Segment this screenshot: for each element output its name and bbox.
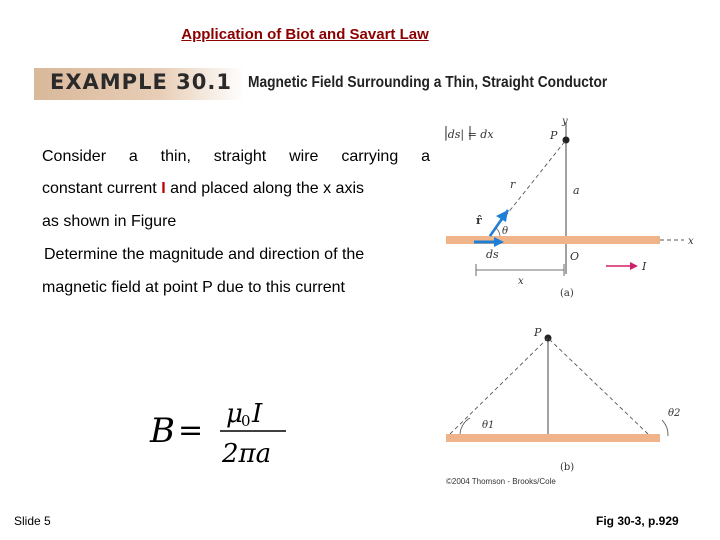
body-line-2	[42, 180, 364, 198]
wire-figure	[436, 114, 706, 490]
radius-label: r	[510, 178, 516, 191]
body-line-1: Consider a thin, straight wire carrying a	[42, 148, 430, 165]
example-heading: Magnetic Field Surrounding a Thin, Straight Conductor	[248, 74, 608, 91]
wire-b	[446, 434, 660, 442]
angle-theta-label: θ	[502, 226, 509, 237]
biot-savart-formula	[148, 392, 298, 472]
formula-denominator: 2πa	[222, 439, 272, 469]
current-symbol: I	[161, 180, 166, 197]
formula-mu: μ	[226, 399, 243, 429]
body-line-5: magnetic field at point P due to this current	[42, 279, 345, 296]
figure-caption: Fig 30-3, p.929	[596, 514, 679, 528]
point-p-a-label: P	[550, 129, 558, 142]
dashed-line-right	[548, 338, 648, 434]
current-label: I	[642, 260, 647, 273]
y-axis-label: y	[562, 116, 568, 127]
body-line-2-start: constant current	[42, 180, 157, 197]
panel-b-label: (b)	[560, 462, 575, 473]
angle-theta-arc	[496, 228, 500, 236]
dashed-line-left	[450, 338, 548, 434]
angle1-arc	[460, 418, 470, 434]
current-arrow-head	[630, 262, 638, 270]
formula-mu-subscript: 0	[241, 412, 251, 430]
copyright-label: ©2004 Thomson - Brooks/Cole	[446, 477, 556, 486]
body-line-3: as shown in Figure	[42, 213, 177, 230]
origin-label: O	[570, 250, 580, 263]
ds-element-label: ds	[486, 248, 499, 261]
formula-equals: =	[178, 413, 204, 448]
x-dimension-label: x	[518, 276, 524, 287]
slide-number: Slide 5	[14, 514, 51, 528]
angle2-label: θ2	[668, 408, 681, 419]
distance-a-label: a	[573, 184, 580, 197]
formula-lhs: B	[150, 411, 175, 451]
body-line-2-end: and placed along the x axis	[170, 180, 365, 197]
slide-title: Application of Biot and Savart Law	[181, 26, 429, 43]
panel-a-label: (a)	[560, 288, 574, 299]
angle1-label: θ1	[482, 420, 495, 431]
unit-vector-label: r̂	[476, 214, 482, 227]
x-axis-label: x	[688, 236, 694, 247]
example-label: EXAMPLE 30.1	[50, 70, 232, 94]
ds-magnitude-label: |ds| = dx	[444, 128, 494, 141]
body-line-4: Determine the magnitude and direction of the	[44, 246, 365, 263]
angle2-arc	[662, 420, 668, 436]
formula-current: I	[252, 399, 263, 429]
point-p-b-label: P	[534, 326, 542, 339]
